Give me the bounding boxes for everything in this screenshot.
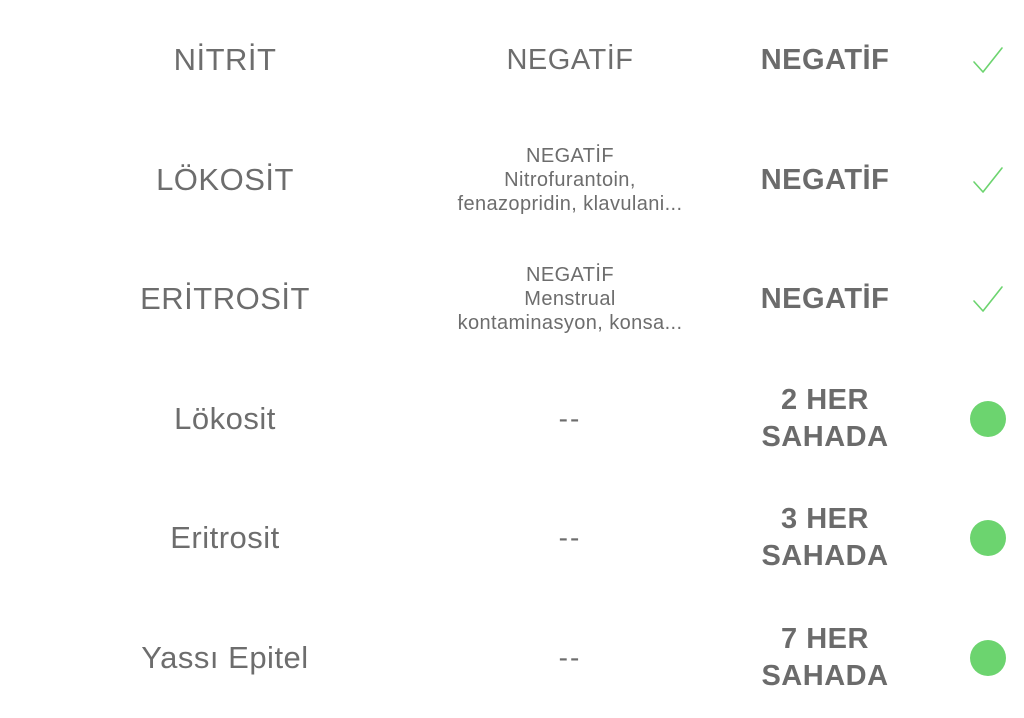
- test-name-cell: [60, 239, 390, 359]
- reference-note-line: fenazopridin, klavulani...: [457, 193, 683, 215]
- reference-cell: [420, 598, 720, 718]
- result-value-cell: [725, 598, 925, 718]
- test-name-cell: [60, 120, 390, 240]
- result-row-eritrosit-microscopy[interactable]: [0, 478, 1024, 598]
- status-cell: [948, 120, 1024, 240]
- result-value: NEGATİF: [760, 282, 890, 315]
- reference-cell: [420, 239, 720, 359]
- result-value-cell: [725, 359, 925, 479]
- result-row-lokosit-microscopy[interactable]: [0, 359, 1024, 479]
- status-cell: [948, 478, 1024, 598]
- reference-cell: [420, 478, 720, 598]
- test-name: ERİTROSİT: [140, 281, 310, 316]
- test-name-cell: [60, 598, 390, 718]
- reference-value: NEGATİF: [526, 264, 614, 286]
- result-value-line: SAHADA: [761, 421, 889, 453]
- result-value: [761, 501, 888, 575]
- test-name-cell: [60, 478, 390, 598]
- result-value-cell: [725, 478, 925, 598]
- result-value: NEGATİF: [760, 163, 890, 196]
- reference-note-line: Nitrofurantoin,: [504, 169, 636, 191]
- reference-text: [458, 263, 683, 335]
- reference-value: --: [558, 403, 582, 434]
- green-dot-icon: [970, 401, 1006, 437]
- status-cell: [948, 239, 1024, 359]
- result-value-cell: [725, 0, 925, 120]
- result-value-line: SAHADA: [761, 540, 889, 572]
- reference-value: --: [558, 522, 582, 553]
- status-cell: [948, 359, 1024, 479]
- result-value-line: 7 HER: [781, 623, 869, 655]
- green-dot-icon: [970, 520, 1006, 556]
- reference-cell: [420, 120, 720, 240]
- reference-value: --: [558, 642, 582, 673]
- test-name-cell: [60, 0, 390, 120]
- result-value-cell: [725, 120, 925, 240]
- test-name: Lökosit: [174, 401, 276, 436]
- test-name: NİTRİT: [173, 42, 277, 77]
- reference-value: NEGATİF: [506, 44, 634, 76]
- checkmark-icon: [970, 42, 1006, 78]
- test-name: LÖKOSİT: [156, 162, 294, 197]
- result-row-eritrosit-strip[interactable]: [0, 239, 1024, 359]
- status-cell: [948, 598, 1024, 718]
- result-value: [761, 621, 888, 695]
- reference-value: NEGATİF: [525, 145, 614, 167]
- result-value-cell: [725, 239, 925, 359]
- reference-cell: [420, 0, 720, 120]
- result-value-line: SAHADA: [761, 660, 889, 692]
- reference-note-line: kontaminasyon, konsa...: [457, 312, 683, 334]
- reference-note-line: Menstrual: [524, 288, 616, 310]
- test-name: Yassı Epitel: [141, 640, 309, 675]
- result-value: NEGATİF: [760, 43, 890, 76]
- green-dot-icon: [970, 640, 1006, 676]
- result-row-nitrit[interactable]: [0, 0, 1024, 120]
- result-row-yassi-epitel[interactable]: [0, 598, 1024, 718]
- test-name: Eritrosit: [170, 520, 280, 555]
- reference-cell: [420, 359, 720, 479]
- result-value-line: 2 HER: [781, 384, 869, 416]
- test-name-cell: [60, 359, 390, 479]
- reference-text: [458, 144, 683, 216]
- status-cell: [948, 0, 1024, 120]
- checkmark-icon: [970, 281, 1006, 317]
- result-value-line: 3 HER: [781, 503, 869, 535]
- checkmark-icon: [970, 162, 1006, 198]
- result-row-lokosit-strip[interactable]: [0, 120, 1024, 240]
- result-value: [761, 382, 888, 456]
